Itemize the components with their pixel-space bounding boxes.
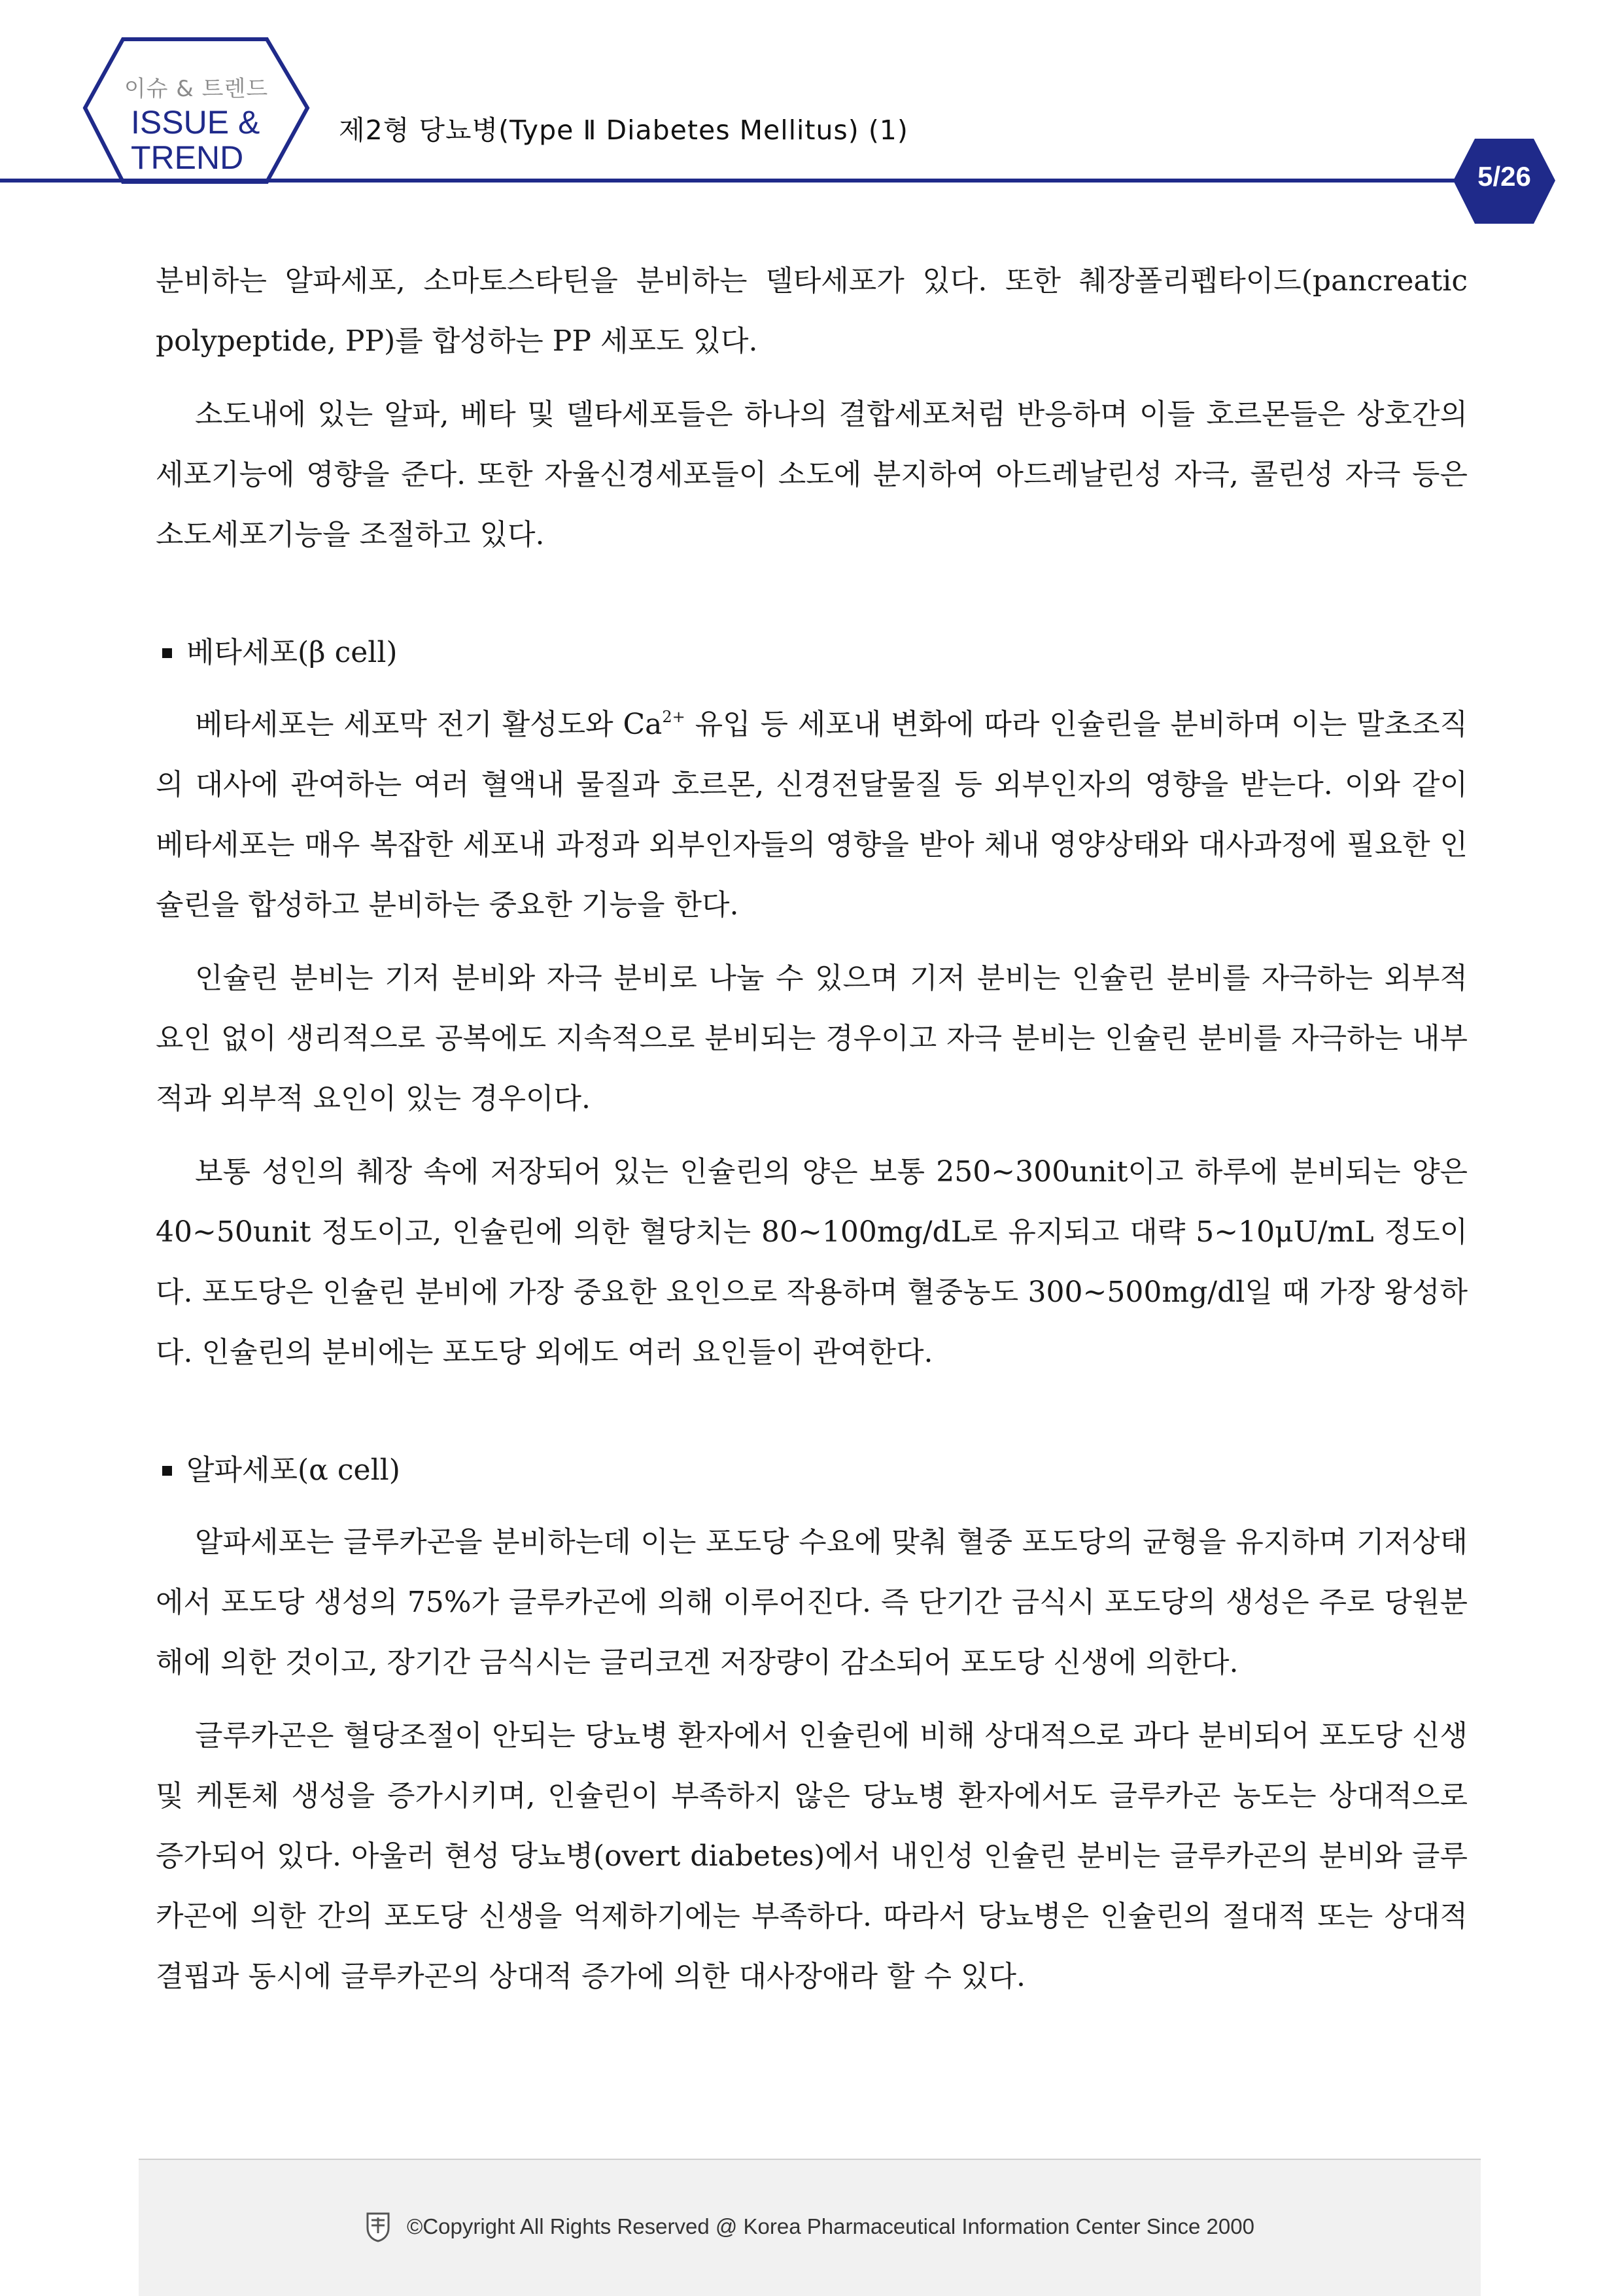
beta-paragraph-2: 인슐린 분비는 기저 분비와 자극 분비로 나눌 수 있으며 기저 분비는 인슐린 분비를 자극하는 외부적 요인 없이 생리적으로 공복에도 지속적으로 분비되는 경우이고 자극 분비는 인슐린 분비를 자극하는 내부적과 외부적 요인이 있는 경우이다. bbox=[156, 962, 1468, 1115]
page-header bbox=[0, 0, 1622, 235]
square-bullet-icon bbox=[162, 648, 172, 658]
badge-title bbox=[131, 105, 262, 175]
page-number: 5/26 bbox=[1477, 161, 1531, 192]
square-bullet-icon bbox=[162, 1466, 172, 1476]
badge-title-line1: ISSUE & bbox=[131, 104, 260, 141]
beta-p1-start: 베타세포는 세포막 전기 활성도와 Ca bbox=[195, 708, 663, 741]
alpha-paragraph-2: 글루카곤은 혈당조절이 안되는 당뇨병 환자에서 인슐린에 비해 상대적으로 과다 분비되어 포도당 신생 및 케톤체 생성을 증가시키며, 인슐린이 부족하지 않은 당뇨병 환자에서도 글루카곤 농도는 상대적으로 증가되어 있다. 아울러 현성 당뇨병(overt diabetes)에서 내인성 인슐린 분비는 글루카곤의 분비와 글루카곤에 의한 간의 포도당 신생을 억제하기에는 부족하다. 따라서 당뇨병은 인슐린의 절대적 또는 상대적 결핍과 동시에 글루카곤의 상대적 증가에 의한 대사장애라 할 수 있다. bbox=[156, 1719, 1468, 1993]
calcium-charge-superscript: 2+ bbox=[662, 708, 685, 726]
badge-subtitle: 이슈 & 트렌드 bbox=[124, 76, 269, 102]
page-footer bbox=[139, 2159, 1481, 2296]
organization-shield-icon bbox=[365, 2211, 391, 2242]
section-heading-alpha-text: 알파세포(α cell) bbox=[186, 1453, 400, 1487]
badge-title-line2: TREND bbox=[131, 139, 244, 176]
beta-paragraph-3: 보통 성인의 췌장 속에 저장되어 있는 인슐린의 양은 보통 250~300unit이고 하루에 분비되는 양은 40~50unit 정도이고, 인슐린에 의한 혈당치는 80~100mg/dL로 유지되고 대략 5~10μU/mL 정도이다. 포도당은 인슐린 분비에 가장 중요한 요인으로 작용하며 혈중농도 300~500mg/dl일 때 가장 왕성하다. 인슐린의 분비에는 포도당 외에도 여러 요인들이 관여한다. bbox=[156, 1155, 1468, 1369]
intro-paragraph-2: 소도내에 있는 알파, 베타 및 델타세포들은 하나의 결합세포처럼 반응하며 이들 호르몬들은 상호간의 세포기능에 영향을 준다. 또한 자율신경세포들이 소도에 분지하여 아드레날린성 자극, 콜린성 자극 등은 소도세포기능을 조절하고 있다. bbox=[156, 398, 1468, 551]
alpha-paragraph-1: 알파세포는 글루카곤을 분비하는데 이는 포도당 수요에 맞춰 혈중 포도당의 균형을 유지하며 기저상태에서 포도당 생성의 75%가 글루카곤에 의해 이루어진다. 즉 단기간 금식시 포도당의 생성은 주로 당원분해에 의한 것이고, 장기간 금식시는 글리코겐 저장량이 감소되어 포도당 신생에 의한다. bbox=[156, 1525, 1468, 1679]
article-body bbox=[156, 251, 1468, 2007]
section-heading-beta-text: 베타세포(β cell) bbox=[186, 636, 398, 669]
beta-p1-rest: 유입 등 세포내 변화에 따라 인슐린을 분비하며 이는 말초조직의 대사에 관여하는 여러 혈액내 물질과 호르몬, 신경전달물질 등 외부인자의 영향을 받는다. 이와 같이 베타세포는 매우 복잡한 세포내 과정과 외부인자들의 영향을 받아 체내 영양상태와 대사과정에 필요한 인슐린을 합성하고 분비하는 중요한 기능을 한다. bbox=[156, 708, 1468, 922]
section-heading-beta bbox=[156, 623, 1468, 683]
document-title: 제2형 당뇨병(Type Ⅱ Diabetes Mellitus) (1) bbox=[339, 114, 908, 146]
intro-paragraph-1: 분비하는 알파세포, 소마토스타틴을 분비하는 델타세포가 있다. 또한 췌장폴리펩타이드(pancreatic polypeptide, PP)를 합성하는 PP 세포도 있다. bbox=[156, 264, 1468, 358]
beta-paragraph-1 bbox=[156, 695, 1468, 935]
footer-content bbox=[139, 2211, 1481, 2242]
copyright-text: ©Copyright All Rights Reserved @ Korea Pharmaceutical Information Center Since 2000 bbox=[407, 2214, 1254, 2238]
section-heading-alpha bbox=[156, 1440, 1468, 1501]
